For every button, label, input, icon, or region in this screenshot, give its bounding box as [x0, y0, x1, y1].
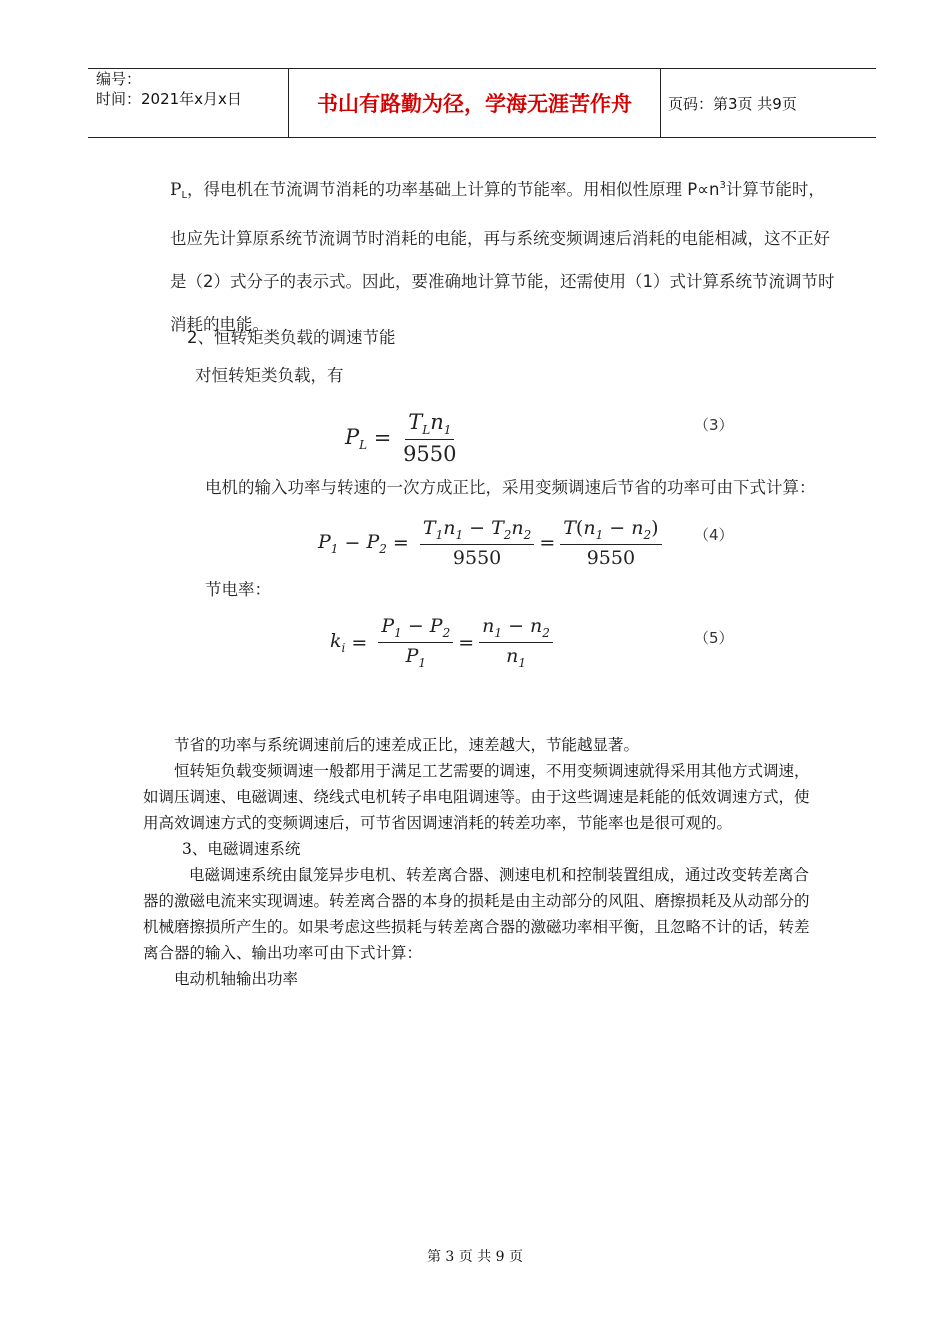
paragraph-2: 恒转矩负载变频调速一般都用于满足工艺需要的调速，不用变频调速就得采用其他方式调速，如调压调速、电磁调速、绕线式电机转子串电阻调速等。由于这些调速是耗能的低效调速方式，使用高效调速方式的变频调速后，可节省因调速消耗的转差功率，节能率也是很可观的。: [143, 762, 810, 832]
page-header: [88, 68, 876, 138]
power-subscript: L: [181, 190, 188, 201]
body-text: [143, 732, 823, 992]
scanned-paragraph: [170, 164, 850, 346]
text-before-formula-4: 电机的输入功率与转速的一次方成正比，采用变频调速后节省的功率可由下式计算：: [205, 478, 816, 497]
paragraph-4: 电动机轴输出功率: [174, 970, 299, 988]
equation-number-4: （4）: [694, 526, 734, 544]
header-meta: [88, 69, 288, 137]
page-footer: 第 3 页 共 9 页: [426, 1249, 524, 1265]
formula-3-denominator: 9550: [403, 442, 457, 466]
scanned-line-2: 也应先计算原系统节流调节时消耗的电能，再与系统变频调速后消耗的电能相减，这不正好: [170, 229, 830, 248]
power-symbol: P: [170, 180, 182, 200]
cube-superscript: 3: [719, 180, 726, 191]
constant-torque-intro: 对恒转矩类负载，有: [195, 366, 344, 385]
formula-4-denominator-2: 9550: [586, 547, 636, 569]
header-motto: 书山有路勤为径，学海无涯苦作舟: [288, 69, 661, 137]
scanned-line-1: [170, 164, 850, 217]
scanned-line-1-text-b: 计算节能时，: [725, 180, 825, 199]
header-page-label: 页码：第3页 共9页: [668, 94, 797, 113]
equation-number-3: （3）: [694, 416, 734, 434]
scanned-line-3: 是（2）式分子的表示式。因此，要准确地计算节能，还需使用（1）式计算系统节流调节时: [170, 272, 835, 291]
section-heading-2: 2、恒转矩类负载的调速节能: [187, 328, 396, 347]
equation-number-5: （5）: [694, 629, 734, 647]
formula-4: $P_1$ − $P_2$ = $\frac{T_1n_1 - T_2n_2}{9550}$ = $\frac{T(n_1 - n_2)}{9550}$: [318, 517, 667, 569]
formula-3: $P_L$ = $\frac{T_Ln_1}{9550}$: [345, 410, 457, 466]
formula-4-denominator-1: 9550: [452, 547, 502, 569]
scanned-line-1-text-a: ，得电机在节流调节消耗的功率基础上计算的节能率。用相似性原理 P∝n: [187, 180, 720, 199]
paragraph-3: 电磁调速系统由鼠笼异步电机、转差离合器、测速电机和控制装置组成，通过改变转差离合器的激磁电流来实现调速。转差离合器的本身的损耗是由主动部分的风阻、磨擦损耗及从动部分的机械磨擦损所产生的。如果考虑这些损耗与转差离合器的激磁功率相平衡，且忽略不计的话，转差离合器的输入、输出功率可由下式计算：: [143, 866, 810, 962]
number-label: 编号：: [96, 70, 142, 88]
section-heading-3: 3、电磁调速系统: [182, 840, 301, 858]
time-label: 时间：2021年x月x日: [96, 90, 242, 108]
energy-saving-rate-label: 节电率：: [205, 580, 271, 599]
scanned-line-4: 消耗的电能。: [170, 315, 269, 334]
formula-5: $k_i$ = $\frac{P_1 - P_2}{P_1}$ = $\frac{n_1 - n_2}{n_1}$: [330, 615, 558, 670]
paragraph-1: 节省的功率与系统调速前后的速差成正比，速差越大，节能越显著。: [174, 736, 640, 754]
